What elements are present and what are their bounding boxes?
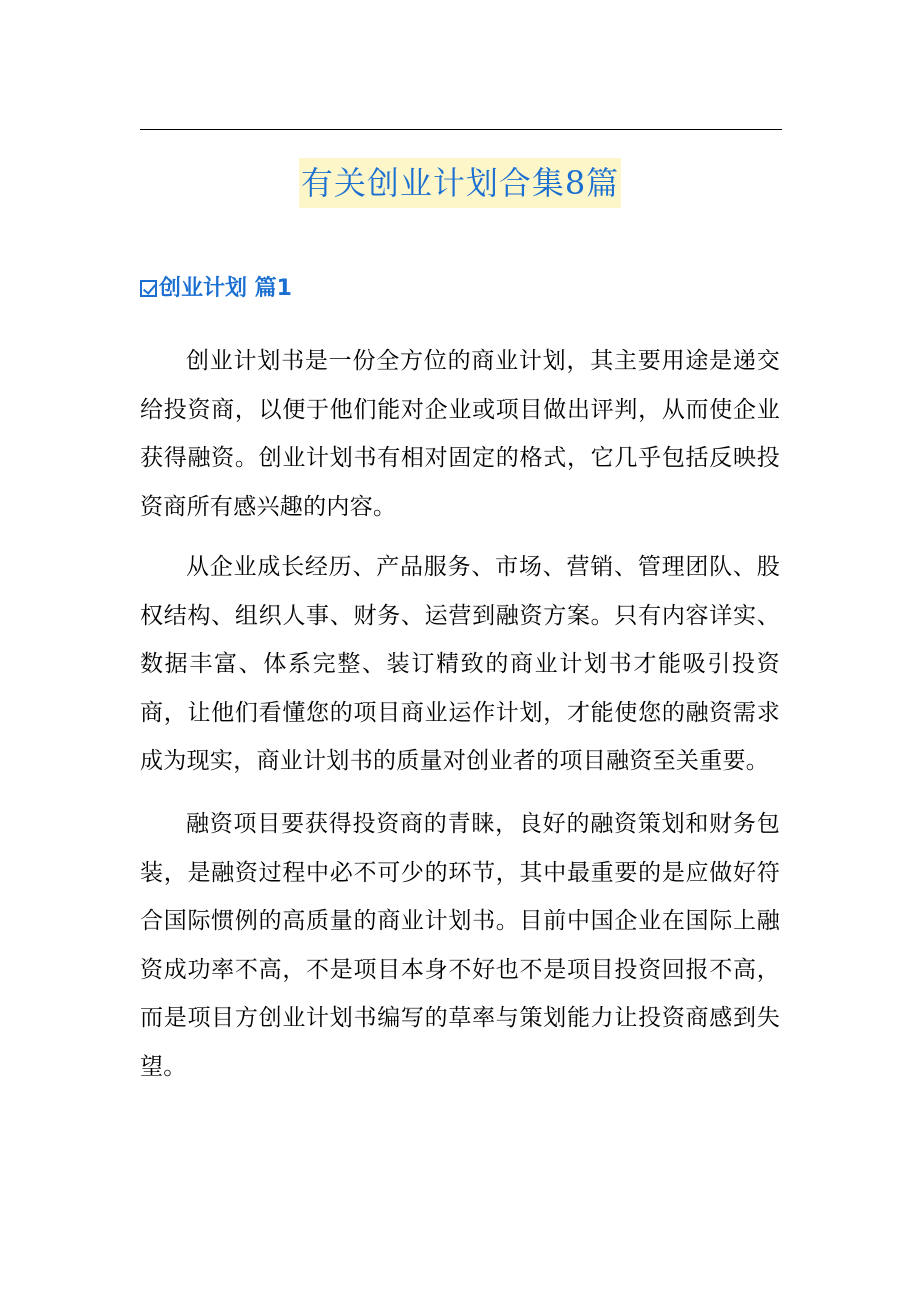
paragraph-2: 从企业成长经历、产品服务、市场、营销、管理团队、股权结构、组织人事、财务、运营到融资方案。只有内容详实、数据丰富、体系完整、装订精致的商业计划书才能吸引投资商，让他们看懂您的项目商业运作计划，才能使您的融资需求成为现实，商业计划书的质量对创业者的项目融资至关重要。 xyxy=(140,554,780,774)
section-heading-text: 创业计划 篇1 xyxy=(159,276,292,301)
header-rule xyxy=(140,129,782,130)
title-container xyxy=(0,158,920,208)
document-title: 有关创业计划合集8篇 xyxy=(299,158,621,208)
section-heading xyxy=(140,272,292,306)
paragraph-3: 融资项目要获得投资商的青睐，良好的融资策划和财务包装，是融资过程中必不可少的环节，其中最重要的是应做好符合国际惯例的高质量的商业计划书。目前中国企业在国际上融资成功率不高，不是项目本身不好也不是项目投资回报不高，而是项目方创业计划书编写的草率与策划能力让投资商感到失望。 xyxy=(140,811,780,1080)
paragraph-1: 创业计划书是一份全方位的商业计划，其主要用途是递交给投资商，以便于他们能对企业或项目做出评判，从而使企业获得融资。创业计划书有相对固定的格式，它几乎包括反映投资商所有感兴趣的内容。 xyxy=(140,348,780,520)
checkbox-icon xyxy=(140,280,157,297)
